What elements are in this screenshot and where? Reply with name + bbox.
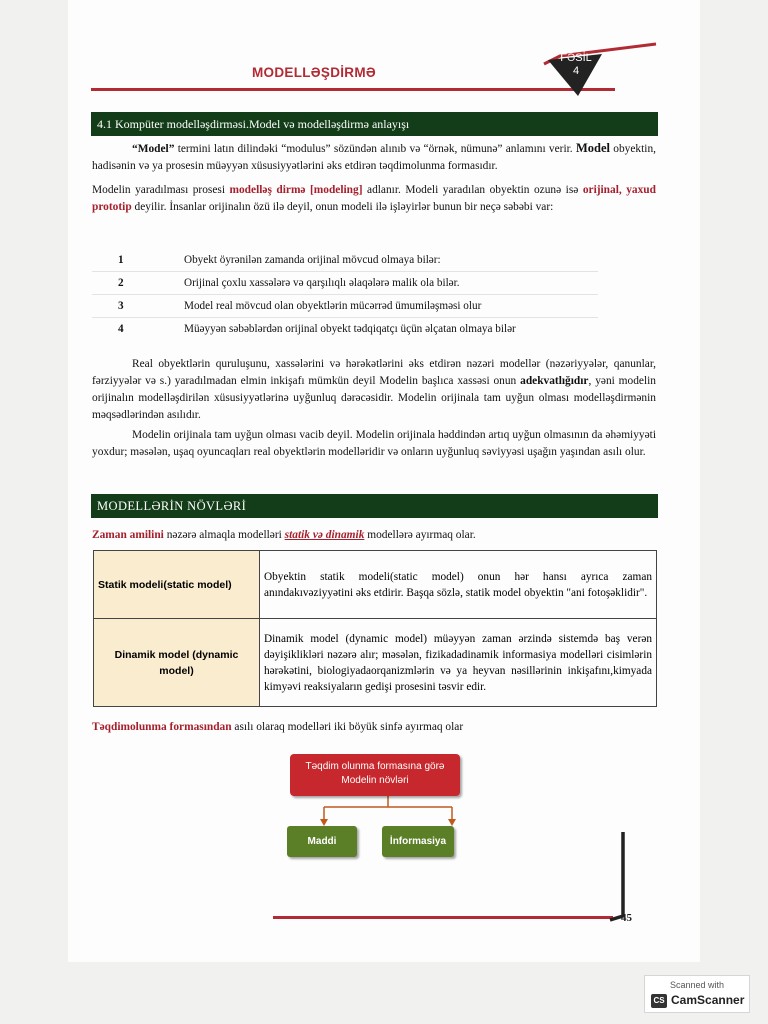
text: , yəni modelin orijinalın modelləşdirilən xüsusiyyətlərinə uyğunluq dərəcəsidir. Modelin orijinala tam uyğun olması modelləşdirmənin məqsədlərindən asılıdır. <box>92 375 656 421</box>
table-row <box>94 551 657 619</box>
watermark-line1: Scanned with <box>669 980 725 990</box>
chapter-badge-number: 4 <box>572 65 580 77</box>
term-model-quoted: “Model” <box>132 143 175 155</box>
paragraph-model-definition <box>92 140 656 175</box>
paragraph-conformity: Modelin orijinala tam uyğun olması vacib deyil. Modelin orijinala həddindən artıq uyğun olmasının da əhəmiyyəti yoxdur; məsələn, uşaq oyuncaqları real obyektlərin modelləridir və onların uyğunluq səviyyəsi uşağın yaşından asılı olur. <box>92 429 656 458</box>
table-desc-static: Obyektin statik modeli(static model) onun hər hansı ayrıca zaman anındakıvəziyyətini əks etdirir. Başqa sözlə, statik model obyektin "ani fotoşəklidir". <box>260 551 657 619</box>
text: nəzərə almaqla modelləri <box>163 529 285 541</box>
table-label-dynamic: Dinamik model (dynamic model) <box>94 619 260 707</box>
text: obyektin, hadisənin və ya prosesin müəyyən xüsusiyyətlərini əks etdirən təqdimolunma formasıdır. <box>92 143 656 172</box>
diagram-node-information: İnformasiya <box>382 826 454 857</box>
table-label-static: Statik modeli(static model) <box>94 551 260 619</box>
model-types-table <box>93 550 657 707</box>
chapter-badge-label: FƏSİL <box>560 52 592 64</box>
chapter-title: MODELLƏŞDİRMƏ <box>252 65 376 80</box>
footer-corner-mark <box>604 832 634 924</box>
chapter-badge <box>555 52 597 78</box>
text: termini latın dilindəki “modulus” sözündən alınıb və “örnək, nümunə” anlamını verir. <box>174 143 576 155</box>
list-number: 2 <box>118 277 124 289</box>
table-row <box>94 619 657 707</box>
list-item <box>92 318 598 340</box>
paragraph-adequacy <box>92 356 656 424</box>
list-item <box>92 295 598 318</box>
paragraph-representation <box>92 719 656 736</box>
section-heading-model-types: MODELLƏRİN NÖVLƏRİ <box>91 494 658 518</box>
term-time-factor: Zaman amilini <box>92 529 164 541</box>
term-modeling: modelləş dirmə [modeling] <box>229 184 363 196</box>
list-text: Orijinal çoxlu xassələrə və qarşılıqlı əlaqələrə malik ola bilər. <box>184 277 460 289</box>
camscanner-logo-icon: CS <box>651 994 667 1008</box>
term-model: Model <box>575 141 610 155</box>
list-text: Model real mövcud olan obyektlərin mücərrəd ümumiləşməsi olur <box>184 300 482 312</box>
paragraph-time-factor <box>92 527 656 544</box>
footer-divider <box>273 916 613 919</box>
list-number: 1 <box>118 254 124 266</box>
diagram-node-material: Maddi <box>287 826 357 857</box>
diagram-connectors <box>288 795 488 827</box>
text: deyilir. İnsanlar orijinalın özü ilə deyil, onun modeli ilə işləyirlər bunun bir neçə səbəbi var: <box>131 201 554 213</box>
watermark-line2: CamScanner <box>671 993 745 1007</box>
list-number: 4 <box>118 323 124 335</box>
document-page <box>68 0 700 962</box>
text: Modelin yaradılması prosesi <box>92 184 230 196</box>
term-original: orijinal, yaxud prototip <box>92 184 656 213</box>
section-heading-4-1: 4.1 Kompüter modelləşdirməsi.Model və modelləşdirmə anlayışı <box>91 112 658 136</box>
header-divider <box>91 88 615 91</box>
page-number: 45 <box>621 912 632 924</box>
list-text: Müəyyən səbəblərdən orijinal obyekt tədqiqatçı üçün əlçatan olmaya bilər <box>184 323 516 335</box>
list-item <box>92 249 598 272</box>
diagram-root-node: Təqdim olunma formasına görə Modelin növləri <box>290 754 460 796</box>
text: modellərə ayırmaq olar. <box>364 529 476 541</box>
text: adlanır. Modeli yaradılan obyektin ozunə isə <box>362 184 583 196</box>
table-desc-dynamic: Dinamik model (dynamic model) müəyyən zaman ərzində sistemdə baş verən dəyişiklikləri nəzərə alır; məsələn, fizikadadinamik informasiya modelləri cisimlərin hərəkətini, biologiyadaorqanizmlərin və ya heyvan nəsillərinin inkişafını,kimyada kimyəvi reaksiyaların gedişi prosesini təsvir edir. <box>260 619 657 707</box>
scanner-watermark <box>644 975 750 1013</box>
list-number: 3 <box>118 300 124 312</box>
paragraph-modeling-process <box>92 182 656 216</box>
term-adequacy: adekvatlığıdır <box>520 375 589 387</box>
term-representation: Təqdimolunma formasından <box>92 721 232 733</box>
text: Real obyektlərin quruluşunu, xassələrini və hərəkətlərini əks etdirən nəzəri modellər (nəzəriyyələr, qanunlar, fərziyyələr və s.) yaradılmadan elmin inkişafı mümkün deyil Modelin başlıca xassəsi onun <box>92 358 656 387</box>
term-static-dynamic: statik və dinamik <box>284 529 365 541</box>
list-item <box>92 272 598 295</box>
list-text: Obyekt öyrənilən zamanda orijinal mövcud olmaya bilər: <box>184 254 441 266</box>
text: asılı olaraq modelləri iki böyük sinfə ayırmaq olar <box>231 721 464 733</box>
